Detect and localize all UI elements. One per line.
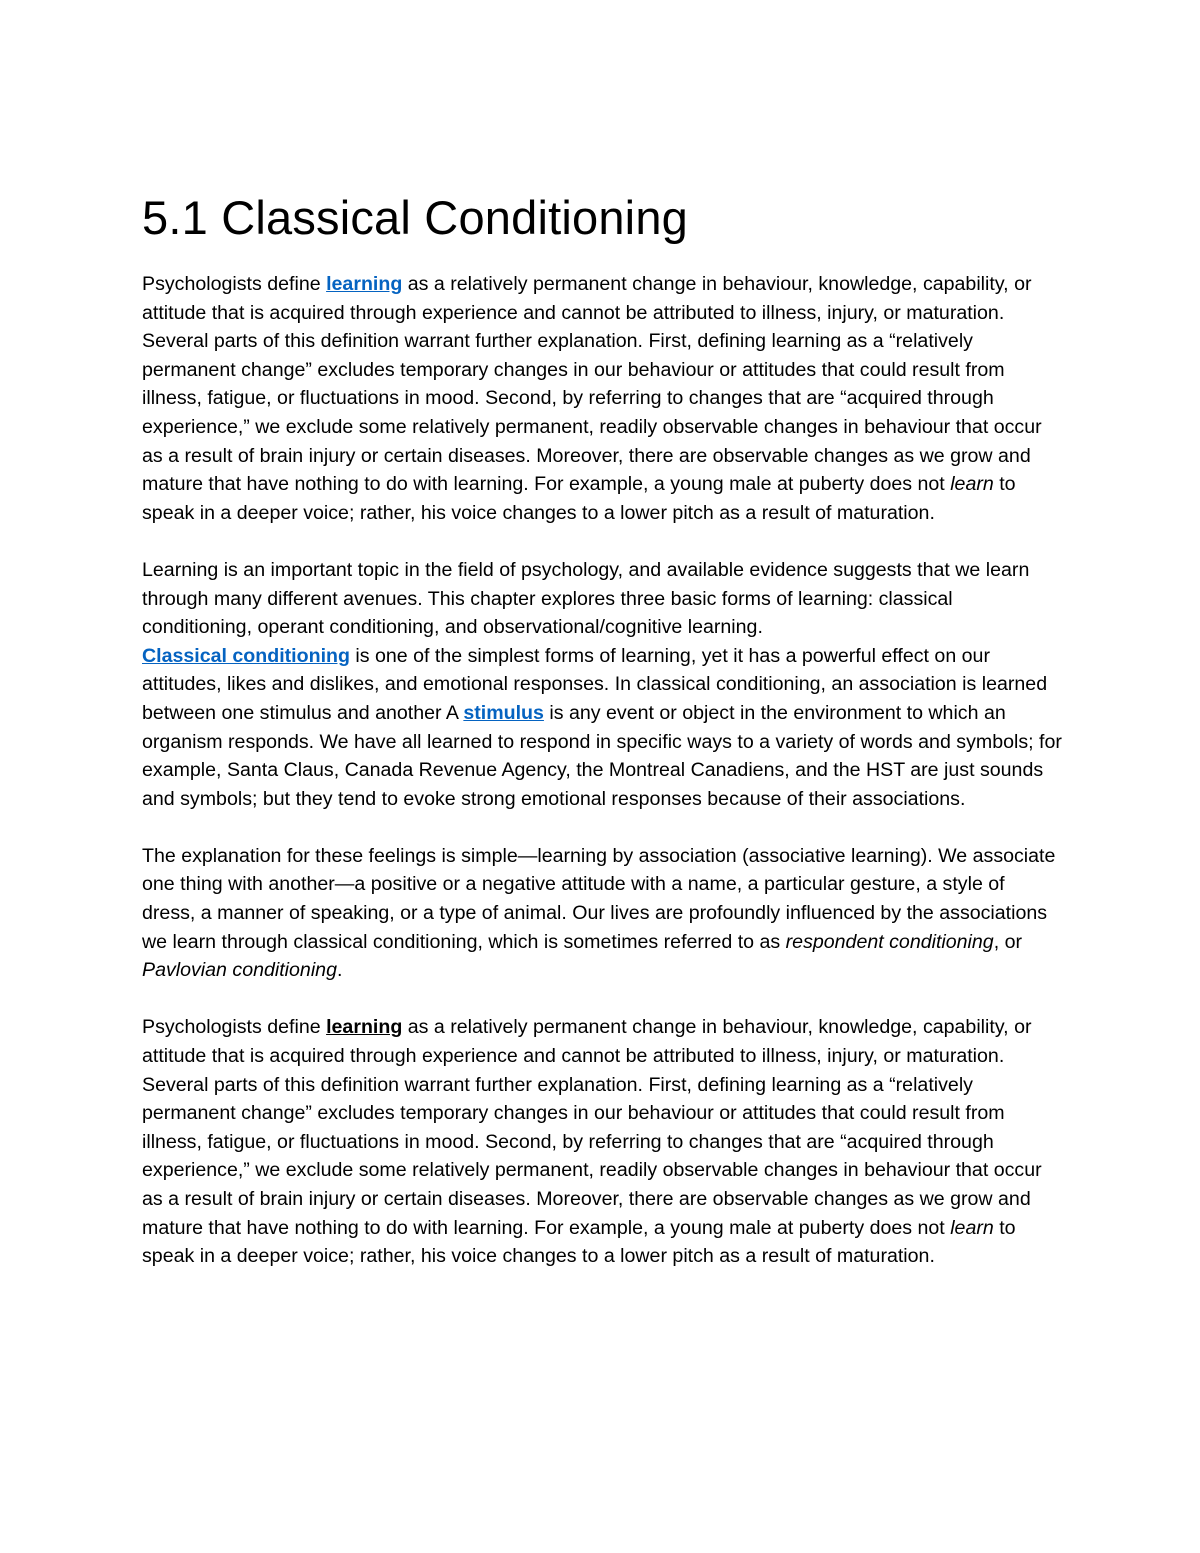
paragraph-text: as a relatively permanent change in behaviour, knowledge, capability, or attitude that is acquired through experience and cannot be attributed to illness, injury, or maturation. Several parts of this definition warrant further explanation. First, defining learning as a “relatively permanent change” excludes temporary changes in our behaviour or attitudes that could result from illness, fatigue, or fluctuations in mood. Second, by referring to changes that are “acquired through experience,” we exclude some relatively permanent, readily observable changes in behaviour that occur as a result of brain injury or certain diseases. Moreover, there are observable changes as we grow and mature that have nothing to do with learning. For example, a young male at puberty does not: [142, 1016, 1042, 1239]
paragraph-associative-learning: [142, 842, 1062, 985]
paragraph-text: is one of the simplest forms of learning, yet it has a powerful effect on our attitudes, likes and dislikes, and emotional responses. In classical conditioning, an association is learned between one stimulus and another A: [142, 644, 1048, 724]
paragraph-text: as a relatively permanent change in behaviour, knowledge, capability, or attitude that is acquired through experience and cannot be attributed to illness, injury, or maturation. Several parts of this definition warrant further explanation. First, defining learning as a “relatively permanent change” excludes temporary changes in our behaviour or attitudes that could result from illness, fatigue, or fluctuations in mood. Second, by referring to changes that are “acquired through experience,” we exclude some relatively permanent, readily observable changes in behaviour that occur as a result of brain injury or certain diseases. Moreover, there are observable changes as we grow and mature that have nothing to do with learning. For example, a young male at puberty does not: [142, 273, 1042, 496]
paragraph-text: to speak in a deeper voice; rather, his voice changes to a lower pitch as a result of maturation.: [142, 1216, 1016, 1268]
paragraph-classical-conditioning: [142, 556, 1062, 813]
paragraph-text: to speak in a deeper voice; rather, his voice changes to a lower pitch as a result of maturation.: [142, 473, 1016, 524]
stimulus-link[interactable]: stimulus: [463, 701, 544, 724]
paragraph-learning-definition: [142, 270, 1062, 527]
document-page: [142, 186, 1062, 1299]
emphasis-text: respondent conditioning: [785, 930, 994, 953]
learning-link-plain[interactable]: learning: [326, 1016, 403, 1039]
paragraph-text: , or: [993, 930, 1023, 953]
emphasis-text: learn: [950, 1216, 994, 1239]
paragraph-text: Psychologists define: [142, 273, 327, 295]
paragraph-text: .: [336, 959, 343, 982]
paragraph-text: The explanation for these feelings is simple—learning by association (associative learning). We associate one thing with another—a positive or a negative attitude with a name, a particular gesture, a style of dress, a manner of speaking, or a type of animal. Our lives are profoundly influenced by the associations we learn through classical conditioning, which is sometimes referred to as: [142, 844, 1056, 953]
emphasis-text: learn: [950, 473, 994, 496]
paragraph-text: is any event or object in the environment to which an organism responds. We have all learned to respond in specific ways to a variety of words and symbols; for example, Santa Claus, Canada Revenue Agency, the Montreal Canadiens, and the HST are just sounds and symbols; but they tend to evoke strong emotional responses because of their associations.: [142, 701, 1062, 810]
classical-conditioning-link[interactable]: Classical conditioning: [142, 644, 350, 667]
paragraph-text: Psychologists define: [142, 1016, 327, 1039]
paragraph-learning-definition-repeat: [142, 1013, 1062, 1270]
learning-link[interactable]: learning: [326, 273, 403, 295]
page-title: 5.1 Classical Conditioning: [142, 191, 688, 244]
paragraph-text: Learning is an important topic in the field of psychology, and available evidence suggests that we learn through many different avenues. This chapter explores three basic forms of learning: classical conditioning, operant conditioning, and observational/cognitive learning.: [142, 558, 1030, 639]
emphasis-text: Pavlovian conditioning: [142, 959, 337, 982]
